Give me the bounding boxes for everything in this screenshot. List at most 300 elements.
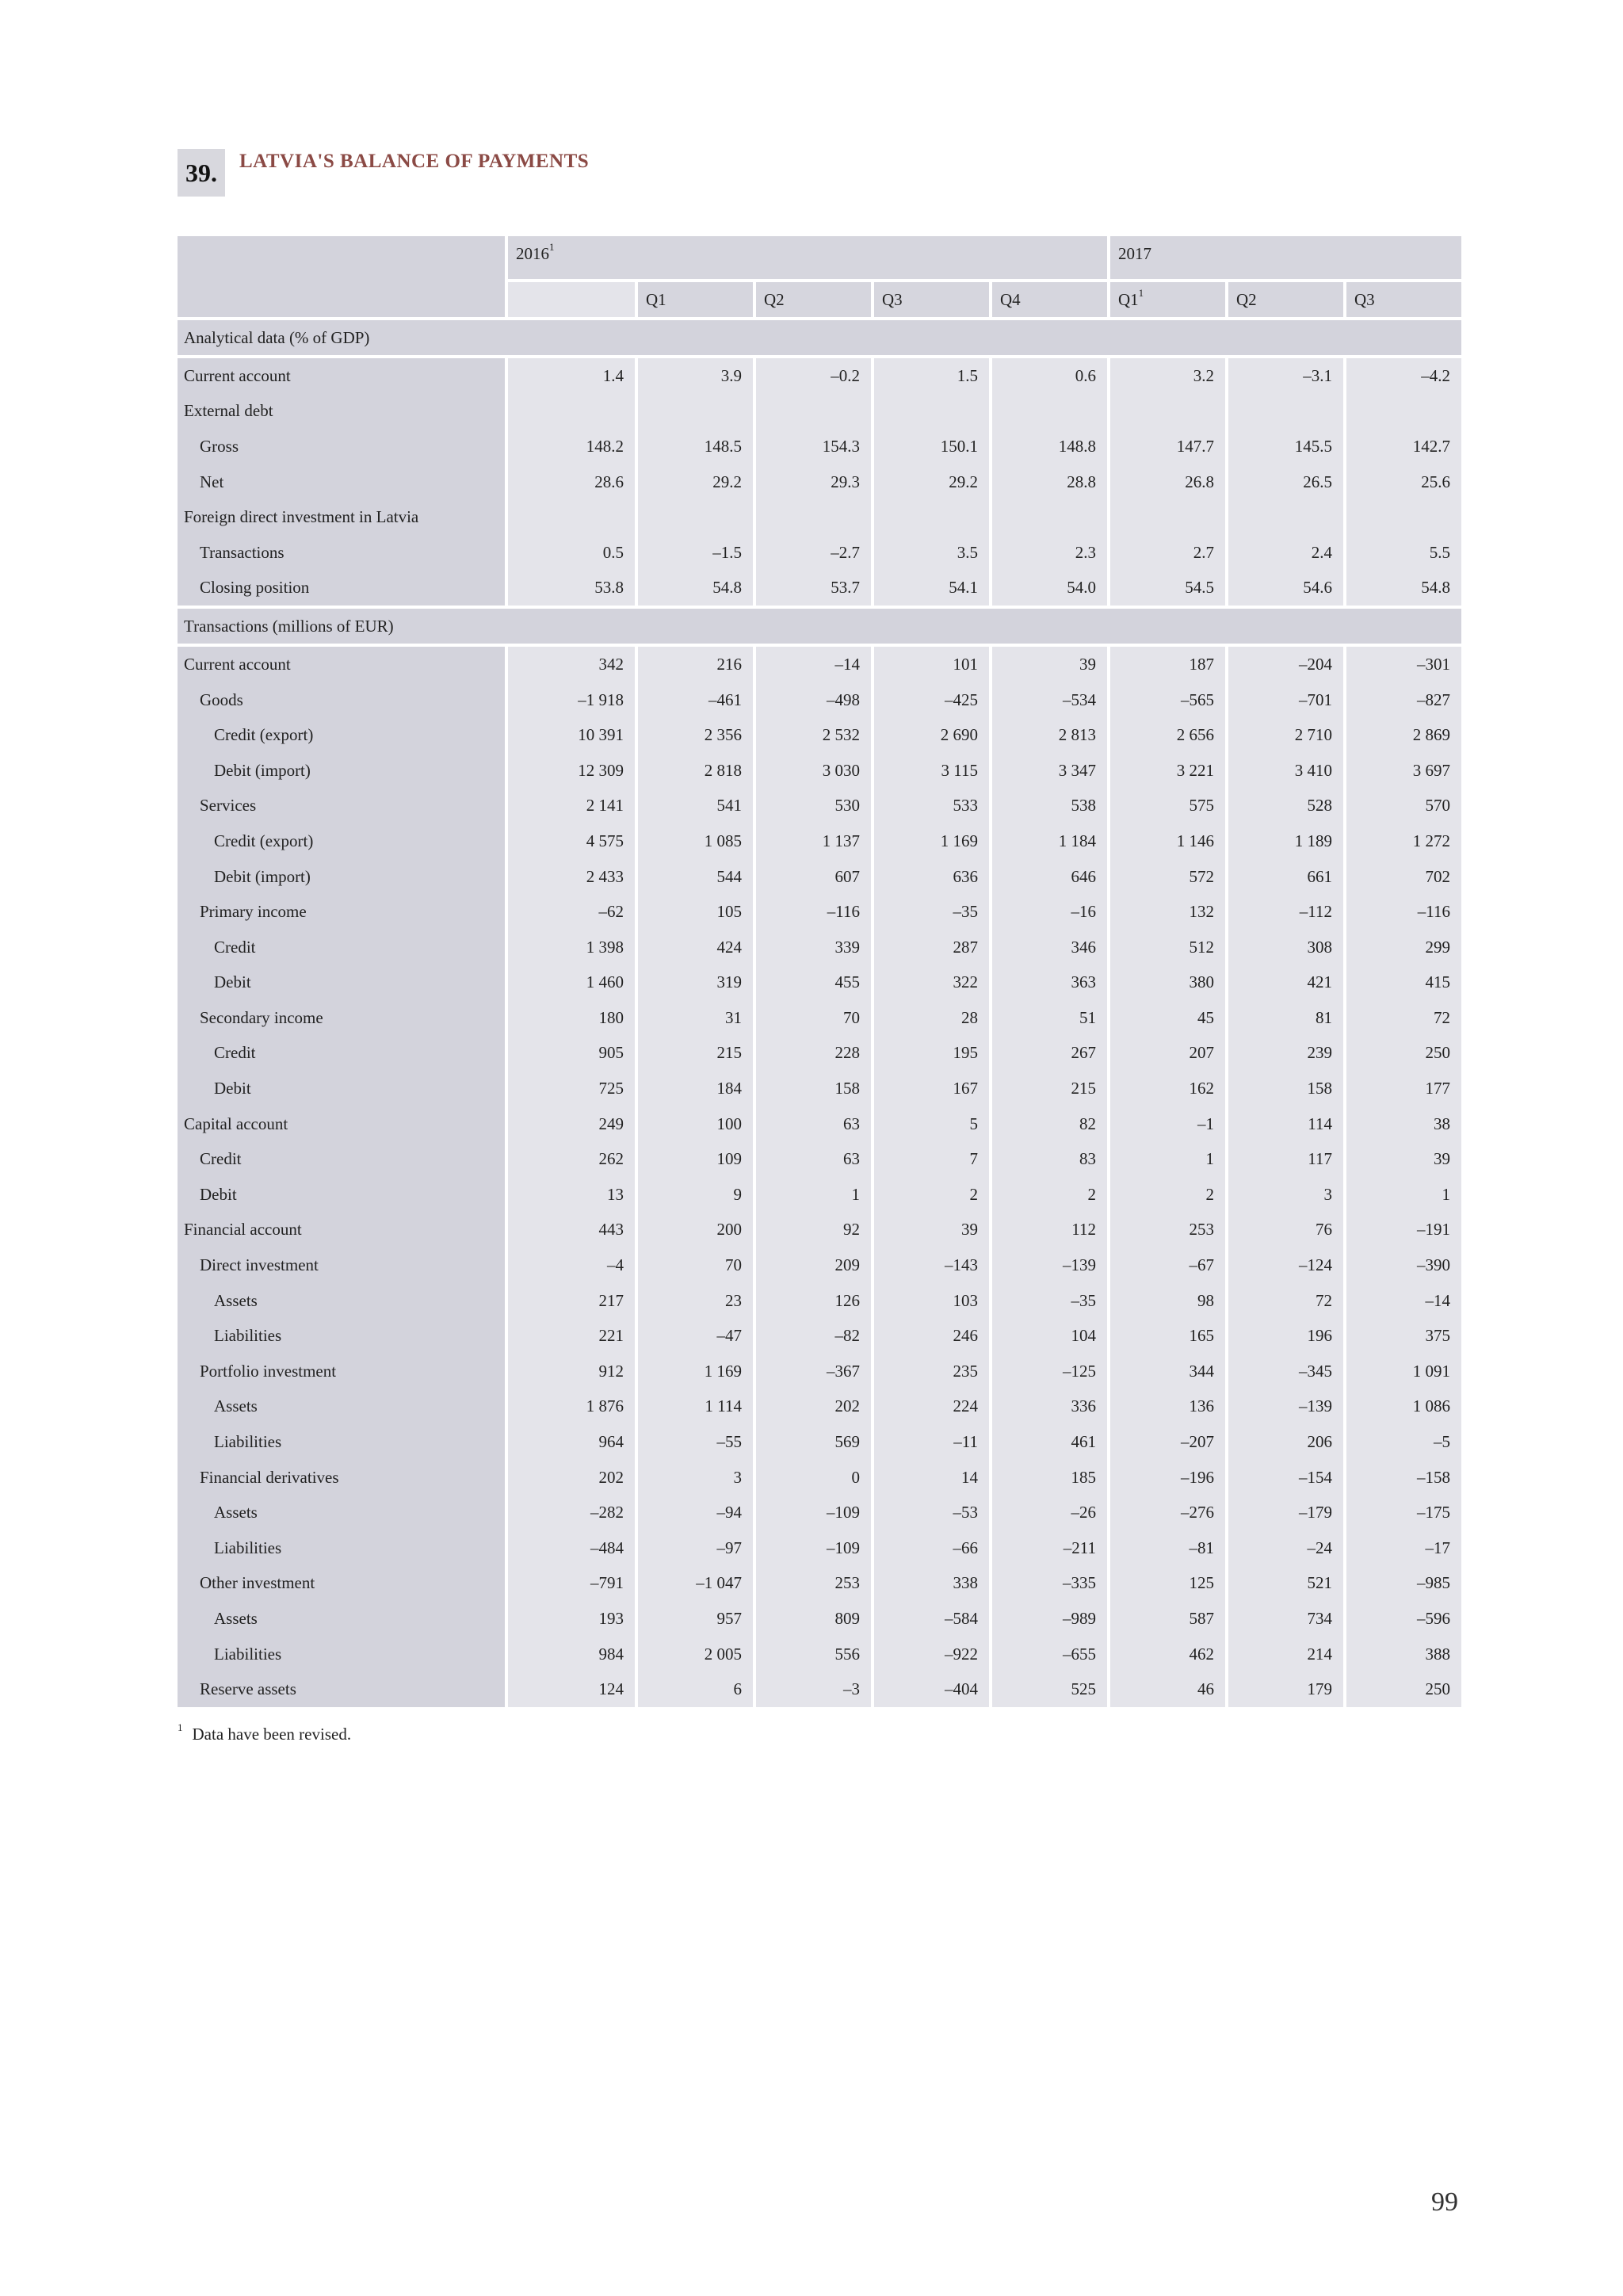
value-cell: 533 <box>874 789 989 824</box>
row-label: Direct investment <box>178 1247 505 1283</box>
table-row <box>178 1389 1461 1425</box>
value-cell: 2 532 <box>756 717 871 753</box>
value-cell: –81 <box>1110 1530 1225 1566</box>
value-cell: –139 <box>1228 1389 1343 1425</box>
value-cell: 0.6 <box>992 358 1107 394</box>
value-cell: –4.2 <box>1346 358 1461 394</box>
value-cell: 1 085 <box>638 823 753 859</box>
value-cell: 0.5 <box>508 535 635 571</box>
table-row <box>178 535 1461 571</box>
value-cell: 1 876 <box>508 1389 635 1425</box>
row-label: Reserve assets <box>178 1671 505 1710</box>
value-cell: –4 <box>508 1247 635 1283</box>
value-cell: 76 <box>1228 1213 1343 1248</box>
table-row <box>178 1071 1461 1106</box>
value-cell: 124 <box>508 1671 635 1710</box>
value-cell: 3 030 <box>756 753 871 789</box>
value-cell: 636 <box>874 859 989 895</box>
value-cell: –24 <box>1228 1530 1343 1566</box>
value-cell: 380 <box>1110 965 1225 1001</box>
value-cell: 2 <box>992 1177 1107 1213</box>
table-row <box>178 358 1461 394</box>
value-cell: 661 <box>1228 859 1343 895</box>
value-cell: 1 272 <box>1346 823 1461 859</box>
value-cell: 70 <box>638 1247 753 1283</box>
row-label: Debit <box>178 1177 505 1213</box>
section-title: Transactions (millions of EUR) <box>178 609 1461 647</box>
table-row <box>178 1530 1461 1566</box>
table-body <box>178 320 1461 1710</box>
value-cell: 587 <box>1110 1601 1225 1637</box>
value-cell: 185 <box>992 1460 1107 1496</box>
header-q3-2016: Q3 <box>874 282 989 320</box>
value-cell: 250 <box>1346 1671 1461 1710</box>
value-cell: 148.2 <box>508 429 635 464</box>
page-number: 99 <box>1431 2187 1458 2217</box>
value-cell: 246 <box>874 1318 989 1354</box>
table-row <box>178 1213 1461 1248</box>
value-cell: 215 <box>992 1071 1107 1106</box>
value-cell: 207 <box>1110 1036 1225 1072</box>
value-cell: 105 <box>638 894 753 930</box>
row-label: Services <box>178 789 505 824</box>
table-row <box>178 571 1461 609</box>
value-cell <box>756 394 871 430</box>
value-cell: 184 <box>638 1071 753 1106</box>
value-cell <box>1228 499 1343 535</box>
value-cell: 322 <box>874 965 989 1001</box>
value-cell: 114 <box>1228 1106 1343 1142</box>
value-cell: 344 <box>1110 1354 1225 1389</box>
value-cell: 179 <box>1228 1671 1343 1710</box>
value-cell: 2 005 <box>638 1637 753 1672</box>
value-cell: 2.3 <box>992 535 1107 571</box>
value-cell: 26.5 <box>1228 464 1343 500</box>
value-cell: 101 <box>874 647 989 682</box>
value-cell: –196 <box>1110 1460 1225 1496</box>
table-row <box>178 1283 1461 1319</box>
value-cell: 28.8 <box>992 464 1107 500</box>
value-cell: 1 398 <box>508 930 635 965</box>
value-cell: 3 697 <box>1346 753 1461 789</box>
value-cell: 3 410 <box>1228 753 1343 789</box>
value-cell: 2 656 <box>1110 717 1225 753</box>
table-row <box>178 1141 1461 1177</box>
value-cell: –67 <box>1110 1247 1225 1283</box>
value-cell: 54.0 <box>992 571 1107 609</box>
table-row <box>178 894 1461 930</box>
value-cell: 809 <box>756 1601 871 1637</box>
value-cell: 221 <box>508 1318 635 1354</box>
value-cell: 308 <box>1228 930 1343 965</box>
value-cell: –16 <box>992 894 1107 930</box>
value-cell <box>1110 499 1225 535</box>
table-row <box>178 717 1461 753</box>
value-cell: 1 137 <box>756 823 871 859</box>
value-cell: 39 <box>1346 1141 1461 1177</box>
value-cell: –701 <box>1228 682 1343 718</box>
value-cell: 209 <box>756 1247 871 1283</box>
table-row <box>178 1036 1461 1072</box>
value-cell: –1.5 <box>638 535 753 571</box>
value-cell: –3 <box>756 1671 871 1710</box>
value-cell: –14 <box>1346 1283 1461 1319</box>
table-row <box>178 1601 1461 1637</box>
table-row <box>178 647 1461 682</box>
value-cell: –55 <box>638 1424 753 1460</box>
value-cell: –301 <box>1346 647 1461 682</box>
value-cell: 1.4 <box>508 358 635 394</box>
header-annual-cell <box>508 282 635 320</box>
row-label: Liabilities <box>178 1424 505 1460</box>
value-cell: –1 047 <box>638 1566 753 1602</box>
value-cell: 2 690 <box>874 717 989 753</box>
value-cell: 415 <box>1346 965 1461 1001</box>
value-cell: 2 869 <box>1346 717 1461 753</box>
value-cell: 984 <box>508 1637 635 1672</box>
value-cell: 2 <box>874 1177 989 1213</box>
value-cell: 249 <box>508 1106 635 1142</box>
value-cell: 148.8 <box>992 429 1107 464</box>
value-cell: 70 <box>756 1000 871 1036</box>
value-cell: –3.1 <box>1228 358 1343 394</box>
row-label: Current account <box>178 647 505 682</box>
value-cell: 195 <box>874 1036 989 1072</box>
row-label: Credit <box>178 1036 505 1072</box>
value-cell: –109 <box>756 1495 871 1530</box>
value-cell: –35 <box>992 1283 1107 1319</box>
value-cell: 2 813 <box>992 717 1107 753</box>
row-label: Current account <box>178 358 505 394</box>
value-cell: 363 <box>992 965 1107 1001</box>
value-cell: 147.7 <box>1110 429 1225 464</box>
table-row <box>178 429 1461 464</box>
row-label: Liabilities <box>178 1318 505 1354</box>
value-cell: 530 <box>756 789 871 824</box>
header-q2-2017: Q2 <box>1228 282 1343 320</box>
value-cell: 63 <box>756 1106 871 1142</box>
value-cell: 196 <box>1228 1318 1343 1354</box>
value-cell: 1 091 <box>1346 1354 1461 1389</box>
table-title: LATVIA'S BALANCE OF PAYMENTS <box>239 151 590 172</box>
value-cell: 572 <box>1110 859 1225 895</box>
value-cell <box>1110 394 1225 430</box>
value-cell: 421 <box>1228 965 1343 1001</box>
value-cell: –5 <box>1346 1424 1461 1460</box>
value-cell: –791 <box>508 1566 635 1602</box>
value-cell: 10 391 <box>508 717 635 753</box>
value-cell: 177 <box>1346 1071 1461 1106</box>
value-cell <box>638 394 753 430</box>
value-cell: 725 <box>508 1071 635 1106</box>
value-cell: 29.2 <box>638 464 753 500</box>
value-cell: 217 <box>508 1283 635 1319</box>
row-label: Credit (export) <box>178 823 505 859</box>
value-cell <box>1228 394 1343 430</box>
value-cell: 1 169 <box>874 823 989 859</box>
table-row <box>178 1354 1461 1389</box>
value-cell: 54.6 <box>1228 571 1343 609</box>
value-cell: 235 <box>874 1354 989 1389</box>
section-title: Analytical data (% of GDP) <box>178 320 1461 358</box>
value-cell: 2.4 <box>1228 535 1343 571</box>
value-cell: –922 <box>874 1637 989 1672</box>
value-cell: –82 <box>756 1318 871 1354</box>
value-cell: 54.8 <box>638 571 753 609</box>
value-cell: –14 <box>756 647 871 682</box>
header-q4-2016: Q4 <box>992 282 1107 320</box>
value-cell <box>874 499 989 535</box>
value-cell: 224 <box>874 1389 989 1425</box>
value-cell: 1 114 <box>638 1389 753 1425</box>
value-cell: 104 <box>992 1318 1107 1354</box>
value-cell: 2 141 <box>508 789 635 824</box>
section-header-row <box>178 609 1461 647</box>
row-label: Gross <box>178 429 505 464</box>
value-cell: –0.2 <box>756 358 871 394</box>
value-cell: 461 <box>992 1424 1107 1460</box>
value-cell: –985 <box>1346 1566 1461 1602</box>
table-row <box>178 859 1461 895</box>
value-cell: 5 <box>874 1106 989 1142</box>
table-row <box>178 930 1461 965</box>
value-cell: 253 <box>1110 1213 1225 1248</box>
value-cell: –116 <box>1346 894 1461 930</box>
value-cell: –112 <box>1228 894 1343 930</box>
value-cell: 734 <box>1228 1601 1343 1637</box>
value-cell: 145.5 <box>1228 429 1343 464</box>
value-cell: 162 <box>1110 1071 1225 1106</box>
value-cell: 54.5 <box>1110 571 1225 609</box>
header-q2-2016: Q2 <box>756 282 871 320</box>
value-cell: 29.3 <box>756 464 871 500</box>
value-cell: 126 <box>756 1283 871 1319</box>
row-label: Debit (import) <box>178 859 505 895</box>
value-cell: 82 <box>992 1106 1107 1142</box>
value-cell <box>874 394 989 430</box>
value-cell: 556 <box>756 1637 871 1672</box>
value-cell: –26 <box>992 1495 1107 1530</box>
row-label: Debit <box>178 965 505 1001</box>
value-cell: 702 <box>1346 859 1461 895</box>
header-corner <box>178 236 505 320</box>
value-cell: –484 <box>508 1530 635 1566</box>
value-cell: 342 <box>508 647 635 682</box>
row-label: Assets <box>178 1283 505 1319</box>
value-cell: 336 <box>992 1389 1107 1425</box>
value-cell: –404 <box>874 1671 989 1710</box>
value-cell: 9 <box>638 1177 753 1213</box>
value-cell: 3.5 <box>874 535 989 571</box>
value-cell: –175 <box>1346 1495 1461 1530</box>
table-row <box>178 1460 1461 1496</box>
value-cell: 148.5 <box>638 429 753 464</box>
footnote: $^1$ Data have been revised. <box>178 1721 352 1744</box>
value-cell: 83 <box>992 1141 1107 1177</box>
value-cell: 3 <box>638 1460 753 1496</box>
value-cell: 528 <box>1228 789 1343 824</box>
value-cell: 54.8 <box>1346 571 1461 609</box>
value-cell: –191 <box>1346 1213 1461 1248</box>
value-cell: 287 <box>874 930 989 965</box>
value-cell: 1 <box>756 1177 871 1213</box>
value-cell: 964 <box>508 1424 635 1460</box>
value-cell: 262 <box>508 1141 635 1177</box>
table-row <box>178 965 1461 1001</box>
value-cell: –596 <box>1346 1601 1461 1637</box>
value-cell: 388 <box>1346 1637 1461 1672</box>
value-cell: 180 <box>508 1000 635 1036</box>
value-cell: 103 <box>874 1283 989 1319</box>
value-cell: 0 <box>756 1460 871 1496</box>
value-cell: 575 <box>1110 789 1225 824</box>
row-label: Capital account <box>178 1106 505 1142</box>
value-cell: –154 <box>1228 1460 1343 1496</box>
value-cell: 525 <box>992 1671 1107 1710</box>
value-cell: 200 <box>638 1213 753 1248</box>
value-cell: 3 115 <box>874 753 989 789</box>
header-year-2017: 2017 <box>1110 236 1461 282</box>
value-cell: 109 <box>638 1141 753 1177</box>
value-cell: –584 <box>874 1601 989 1637</box>
row-label: Primary income <box>178 894 505 930</box>
value-cell: 117 <box>1228 1141 1343 1177</box>
value-cell: –655 <box>992 1637 1107 1672</box>
value-cell: 1 <box>1110 1141 1225 1177</box>
row-label: Credit (export) <box>178 717 505 753</box>
value-cell <box>992 394 1107 430</box>
value-cell: –425 <box>874 682 989 718</box>
value-cell: –282 <box>508 1495 635 1530</box>
value-cell: –158 <box>1346 1460 1461 1496</box>
row-label: Transactions <box>178 535 505 571</box>
value-cell: 319 <box>638 965 753 1001</box>
value-cell: 462 <box>1110 1637 1225 1672</box>
value-cell <box>508 499 635 535</box>
section-header-row <box>178 320 1461 358</box>
table-row <box>178 1671 1461 1710</box>
value-cell <box>1346 394 1461 430</box>
value-cell: 125 <box>1110 1566 1225 1602</box>
value-cell: 6 <box>638 1671 753 1710</box>
value-cell: 339 <box>756 930 871 965</box>
value-cell: 136 <box>1110 1389 1225 1425</box>
value-cell: –827 <box>1346 682 1461 718</box>
value-cell <box>638 499 753 535</box>
value-cell: –534 <box>992 682 1107 718</box>
value-cell: –124 <box>1228 1247 1343 1283</box>
value-cell: 2 818 <box>638 753 753 789</box>
value-cell: 53.8 <box>508 571 635 609</box>
value-cell: –179 <box>1228 1495 1343 1530</box>
value-cell: 3 347 <box>992 753 1107 789</box>
value-cell: 443 <box>508 1213 635 1248</box>
value-cell: 912 <box>508 1354 635 1389</box>
value-cell: 26.8 <box>1110 464 1225 500</box>
row-label: Debit <box>178 1071 505 1106</box>
value-cell: 98 <box>1110 1283 1225 1319</box>
value-cell: 54.1 <box>874 571 989 609</box>
value-cell: 905 <box>508 1036 635 1072</box>
value-cell: –94 <box>638 1495 753 1530</box>
value-cell: 63 <box>756 1141 871 1177</box>
table-row <box>178 1495 1461 1530</box>
value-cell: 2 710 <box>1228 717 1343 753</box>
value-cell: –116 <box>756 894 871 930</box>
row-label: Assets <box>178 1389 505 1425</box>
value-cell: –204 <box>1228 647 1343 682</box>
row-label: Credit <box>178 930 505 965</box>
value-cell: 569 <box>756 1424 871 1460</box>
row-label: Secondary income <box>178 1000 505 1036</box>
value-cell: 1.5 <box>874 358 989 394</box>
table-row <box>178 1177 1461 1213</box>
value-cell: –53 <box>874 1495 989 1530</box>
table-number: 39. <box>178 149 225 197</box>
value-cell: 23 <box>638 1283 753 1319</box>
table-row <box>178 499 1461 535</box>
row-label: Financial account <box>178 1213 505 1248</box>
header-row-years <box>178 236 1461 282</box>
value-cell: 81 <box>1228 1000 1343 1036</box>
value-cell: 132 <box>1110 894 1225 930</box>
value-cell: 158 <box>756 1071 871 1106</box>
value-cell: 29.2 <box>874 464 989 500</box>
value-cell: 2 356 <box>638 717 753 753</box>
value-cell: 12 309 <box>508 753 635 789</box>
value-cell: 338 <box>874 1566 989 1602</box>
value-cell: 28.6 <box>508 464 635 500</box>
value-cell: –97 <box>638 1530 753 1566</box>
table-row <box>178 1318 1461 1354</box>
value-cell: 1 <box>1346 1177 1461 1213</box>
header-q3-2017: Q3 <box>1346 282 1461 320</box>
table-row <box>178 1247 1461 1283</box>
value-cell: 1 086 <box>1346 1389 1461 1425</box>
value-cell: 46 <box>1110 1671 1225 1710</box>
balance-of-payments-table <box>174 236 1465 1710</box>
value-cell: 957 <box>638 1601 753 1637</box>
table-row <box>178 394 1461 430</box>
row-label: Debit (import) <box>178 753 505 789</box>
row-label: Closing position <box>178 571 505 609</box>
table-row <box>178 682 1461 718</box>
value-cell: 142.7 <box>1346 429 1461 464</box>
value-cell: 39 <box>874 1213 989 1248</box>
value-cell: 3.9 <box>638 358 753 394</box>
value-cell: 215 <box>638 1036 753 1072</box>
value-cell: 154.3 <box>756 429 871 464</box>
value-cell: 2.7 <box>1110 535 1225 571</box>
value-cell: –62 <box>508 894 635 930</box>
value-cell: 4 575 <box>508 823 635 859</box>
value-cell: 3.2 <box>1110 358 1225 394</box>
value-cell: 541 <box>638 789 753 824</box>
row-label: Foreign direct investment in Latvia <box>178 499 505 535</box>
value-cell: 1 189 <box>1228 823 1343 859</box>
value-cell: 72 <box>1346 1000 1461 1036</box>
value-cell: –1 <box>1110 1106 1225 1142</box>
table-row <box>178 1637 1461 1672</box>
row-label: Credit <box>178 1141 505 1177</box>
value-cell: 521 <box>1228 1566 1343 1602</box>
value-cell: –390 <box>1346 1247 1461 1283</box>
value-cell: 299 <box>1346 930 1461 965</box>
value-cell: 346 <box>992 930 1107 965</box>
value-cell: 167 <box>874 1071 989 1106</box>
value-cell: 424 <box>638 930 753 965</box>
value-cell: 100 <box>638 1106 753 1142</box>
